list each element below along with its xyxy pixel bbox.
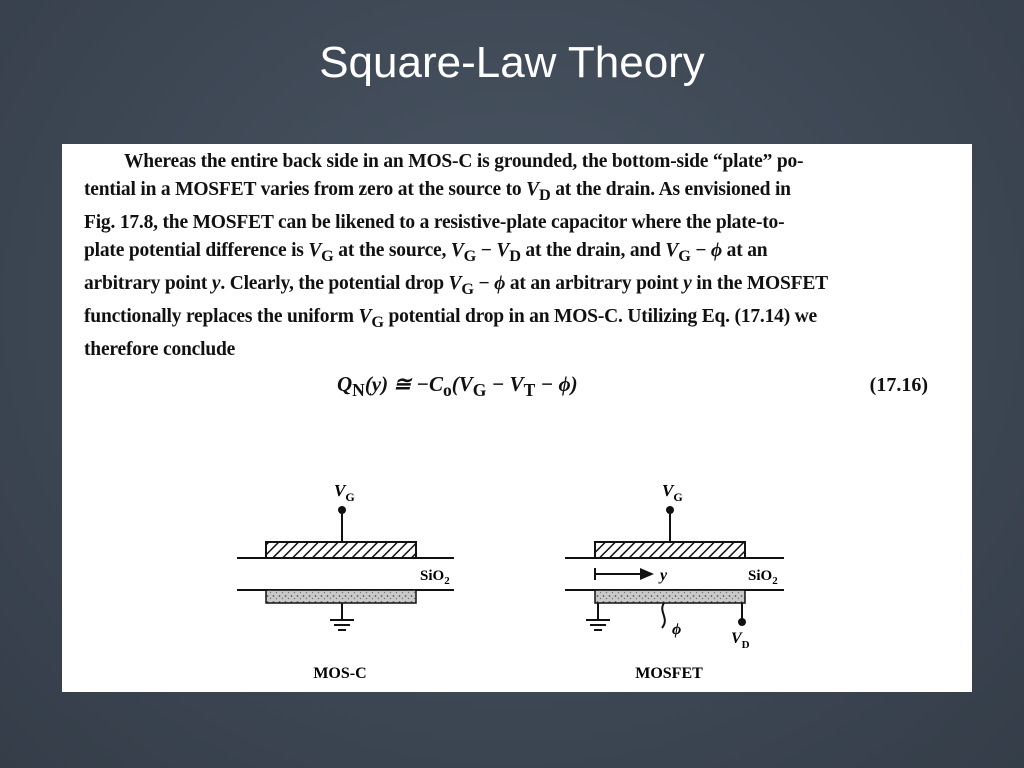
mosfet-resistive-plate [595, 590, 745, 603]
equation: $Q_N(y)$ ≅ $-C_o(V_G - V_T - \phi)$ [337, 372, 578, 401]
text-line-4: plate potential difference is $V_G$ at the source, $V_G - V_D$ at the drain, and $V_G - \phi$ at an [84, 239, 768, 265]
text-line-5: arbitrary point y. Clearly, the potential drop $V_G - \phi$ at an arbitrary point y in the MOSFET [84, 272, 828, 298]
text-line-1: Whereas the entire back side in an MOS-C is grounded, the bottom-side “plate” po- [124, 151, 804, 172]
mosc-diagram [237, 481, 454, 682]
ground-icon [330, 620, 354, 630]
mosc-gate-label: $V_G$ [334, 481, 355, 504]
equation-number: (17.16) [869, 374, 928, 396]
figure-mosc-mosfet [62, 144, 972, 692]
y-arrow [595, 568, 654, 580]
mosfet-oxide-label: SiO$_2$ [748, 568, 778, 587]
slide-title: Square-Law Theory [319, 38, 705, 87]
mosfet-caption: MOSFET [635, 665, 703, 682]
mosfet-diagram [565, 481, 784, 682]
text-line-3: Fig. 17.8, the MOSFET can be likened to a resistive-plate capacitor where the plate-to- [84, 211, 785, 233]
text-line-7: therefore conclude [84, 338, 236, 360]
phi-label: ϕ [672, 621, 682, 638]
scanned-page [62, 144, 972, 692]
ground-icon [586, 620, 610, 630]
mosc-back-plate [266, 590, 416, 603]
text-line-6: functionally replaces the uniform $V_G$ potential drop in an MOS-C. Utilizing Eq. (17.14) we [84, 305, 818, 331]
mosfet-gate-plate [595, 542, 745, 558]
text-line-2: tential in a MOSFET varies from zero at the source to $V_D$ at the drain. As envisioned in [84, 179, 791, 204]
y-label: y [660, 567, 668, 584]
mosfet-gate-label: $V_G$ [662, 481, 683, 504]
mosfet-drain-label: $V_D$ [731, 630, 750, 651]
phi-squiggle [662, 603, 665, 628]
mosfet-drain-terminal [738, 618, 746, 626]
mosc-oxide-label: SiO$_2$ [420, 568, 450, 587]
mosc-gate-plate [266, 542, 416, 558]
mosc-caption: MOS-C [313, 665, 367, 682]
